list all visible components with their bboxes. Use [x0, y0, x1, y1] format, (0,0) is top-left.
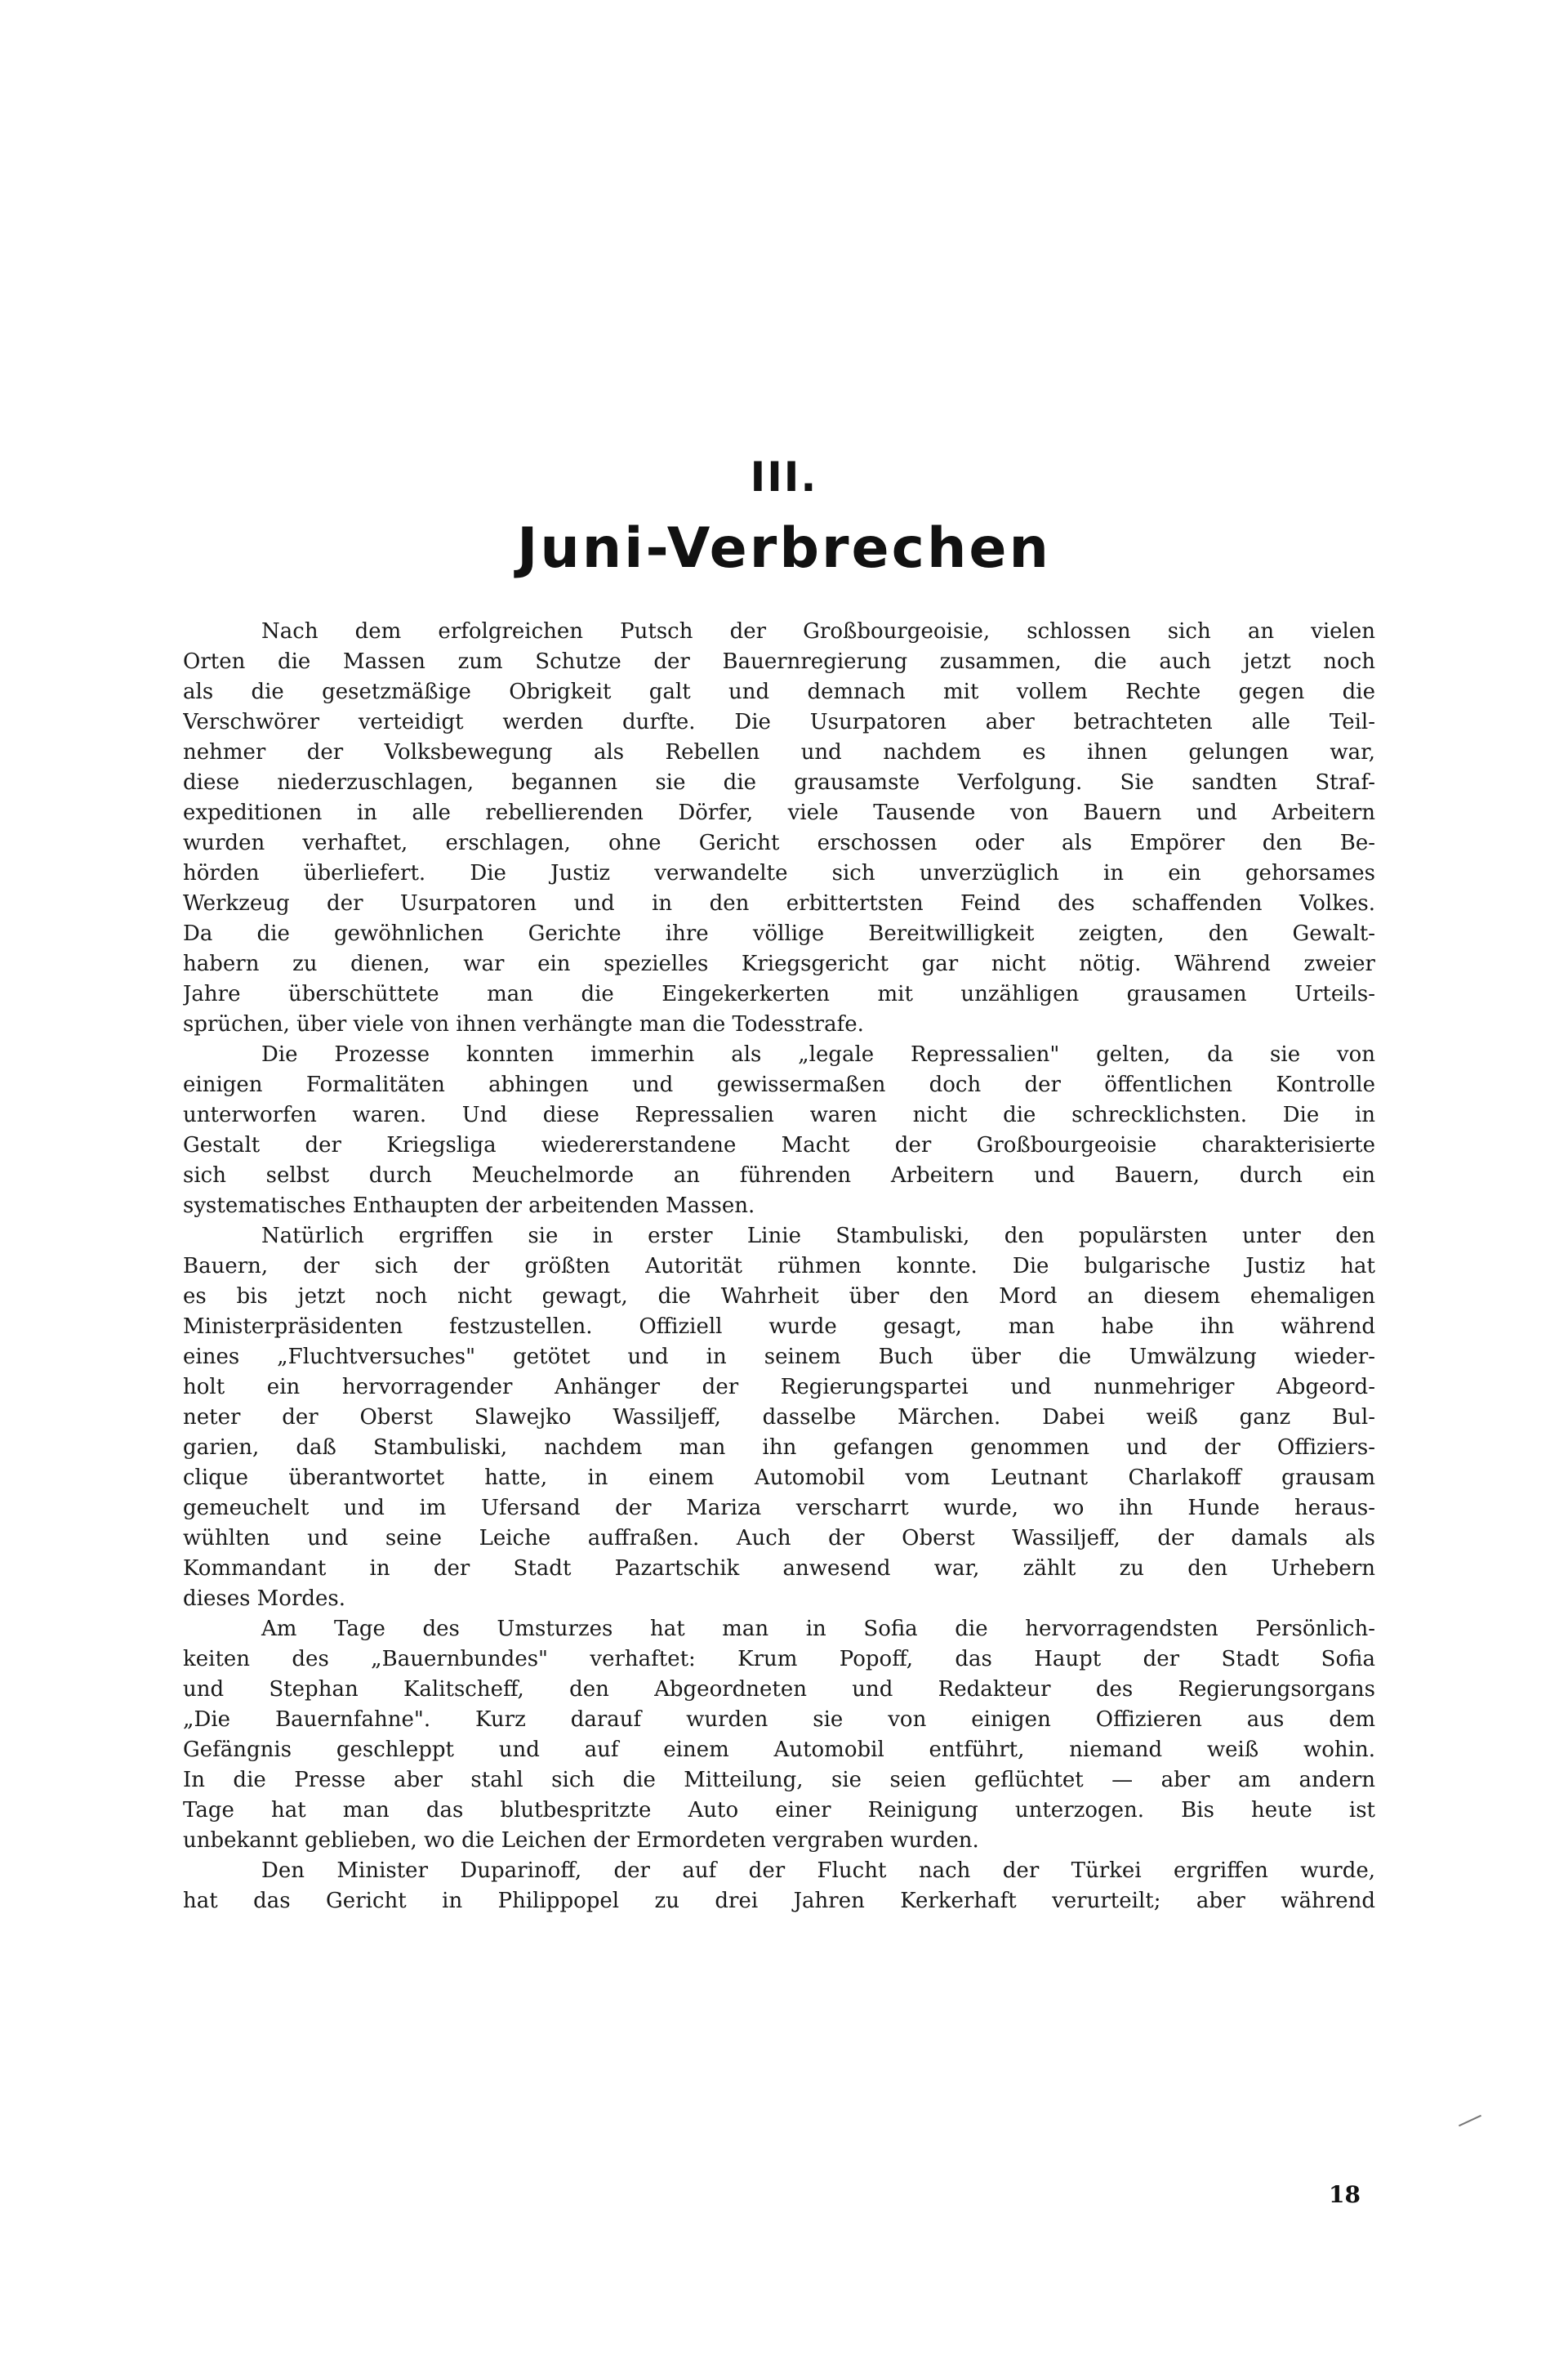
text-line: Den Minister Duparinoff, der auf der Flucht nach der Türkei ergriffen wurde, [261, 1858, 1375, 1883]
text-line: Gestalt der Kriegsliga wiedererstandene Macht der Großbourgeoisie charakterisierte [183, 1133, 1375, 1158]
text-line: systematisches Enthaupten der arbeitenden Massen. [183, 1193, 755, 1218]
text-line: und Stephan Kalitscheff, den Abgeordneten und Redakteur des Regierungsorgans [183, 1677, 1375, 1702]
text-line: sprüchen, über viele von ihnen verhängte man die Todesstrafe. [183, 1012, 864, 1037]
text-line: Gefängnis geschleppt und auf einem Automobil entführt, niemand weiß wohin. [183, 1738, 1375, 1762]
text-line: „Die Bauernfahne". Kurz darauf wurden sie von einigen Offizieren aus dem [183, 1707, 1375, 1732]
text-line: Jahre überschüttete man die Eingekerkerten mit unzähligen grausamen Urteils- [183, 982, 1375, 1006]
text-line: dieses Mordes. [183, 1586, 346, 1611]
text-line: Am Tage des Umsturzes hat man in Sofia die hervorragendsten Persönlich- [261, 1617, 1375, 1641]
text-line: sich selbst durch Meuchelmorde an führenden Arbeitern und Bauern, durch ein [183, 1163, 1375, 1188]
text-line: als die gesetzmäßige Obrigkeit galt und demnach mit vollem Rechte gegen die [183, 680, 1375, 704]
chapter-number: III. [750, 453, 818, 501]
text-line: Da die gewöhnlichen Gerichte ihre völlige Bereitwilligkeit zeigten, den Gewalt- [183, 921, 1375, 946]
text-line: Ministerpräsidenten festzustellen. Offiziell wurde gesagt, man habe ihn während [183, 1314, 1375, 1339]
margin-pencil-mark [1459, 2115, 1481, 2126]
text-line: Orten die Massen zum Schutze der Bauernregierung zusammen, die auch jetzt noch [183, 649, 1375, 674]
chapter-title: Juni-Verbrechen [517, 516, 1051, 581]
text-line: expeditionen in alle rebellierenden Dörfer, viele Tausende von Bauern und Arbeitern [183, 801, 1375, 825]
text-line: clique überantwortet hatte, in einem Automobil vom Leutnant Charlakoff grausam [183, 1466, 1375, 1490]
page-number: 18 [1329, 2181, 1361, 2208]
text-line: Verschwörer verteidigt werden durfte. Die Usurpatoren aber betrachteten alle Teil- [183, 710, 1375, 734]
text-line: eines „Fluchtversuches" getötet und in seinem Buch über die Umwälzung wieder- [183, 1345, 1375, 1369]
text-line: Natürlich ergriffen sie in erster Linie Stambuliski, den populärsten unter den [261, 1224, 1375, 1248]
text-line: einigen Formalitäten abhingen und gewissermaßen doch der öffentlichen Kontrolle [183, 1073, 1375, 1097]
text-line: holt ein hervorragender Anhänger der Regierungspartei und nunmehriger Abgeord- [183, 1375, 1375, 1399]
text-line: Nach dem erfolgreichen Putsch der Großbourgeoisie, schlossen sich an vielen [261, 619, 1375, 644]
text-line: wühlten und seine Leiche auffraßen. Auch der Oberst Wassiljeff, der damals als [183, 1526, 1375, 1550]
text-line: garien, daß Stambuliski, nachdem man ihn gefangen genommen und der Offiziers- [183, 1435, 1375, 1460]
text-line: hat das Gericht in Philippopel zu drei Jahren Kerkerhaft verurteilt; aber während [183, 1889, 1375, 1913]
text-line: keiten des „Bauernbundes" verhaftet: Krum Popoff, das Haupt der Stadt Sofia [183, 1647, 1375, 1671]
text-line: Werkzeug der Usurpatoren und in den erbittertsten Feind des schaffenden Volkes. [183, 891, 1375, 916]
text-line: wurden verhaftet, erschlagen, ohne Gericht erschossen oder als Empörer den Be- [183, 831, 1375, 855]
text-line: gemeuchelt und im Ufersand der Mariza verscharrt wurde, wo ihn Hunde heraus- [183, 1496, 1375, 1520]
text-line: Kommandant in der Stadt Pazartschik anwesend war, zählt zu den Urhebern [183, 1556, 1375, 1581]
text-line: habern zu dienen, war ein spezielles Kriegsgericht gar nicht nötig. Während zweier [183, 952, 1375, 976]
text-line: nehmer der Volksbewegung als Rebellen und nachdem es ihnen gelungen war, [183, 740, 1375, 765]
text-line: es bis jetzt noch nicht gewagt, die Wahrheit über den Mord an diesem ehemaligen [183, 1284, 1375, 1309]
text-line: In die Presse aber stahl sich die Mitteilung, sie seien geflüchtet — aber am andern [183, 1768, 1375, 1792]
text-line: Bauern, der sich der größten Autorität rühmen konnte. Die bulgarische Justiz hat [183, 1254, 1375, 1278]
text-line: hörden überliefert. Die Justiz verwandelte sich unverzüglich in ein gehorsames [183, 861, 1375, 886]
text-line: unbekannt geblieben, wo die Leichen der Ermordeten vergraben wurden. [183, 1828, 979, 1853]
text-line: Die Prozesse konnten immerhin als „legale Repressalien" gelten, da sie von [261, 1042, 1375, 1067]
text-line: neter der Oberst Slawejko Wassiljeff, dasselbe Märchen. Dabei weiß ganz Bul- [183, 1405, 1375, 1430]
body-text [183, 617, 1375, 1916]
text-line: diese niederzuschlagen, begannen sie die grausamste Verfolgung. Sie sandten Straf- [183, 770, 1375, 795]
text-line: unterworfen waren. Und diese Repressalien waren nicht die schrecklichsten. Die in [183, 1103, 1375, 1127]
text-line: Tage hat man das blutbespritzte Auto einer Reinigung unterzogen. Bis heute ist [183, 1798, 1375, 1823]
